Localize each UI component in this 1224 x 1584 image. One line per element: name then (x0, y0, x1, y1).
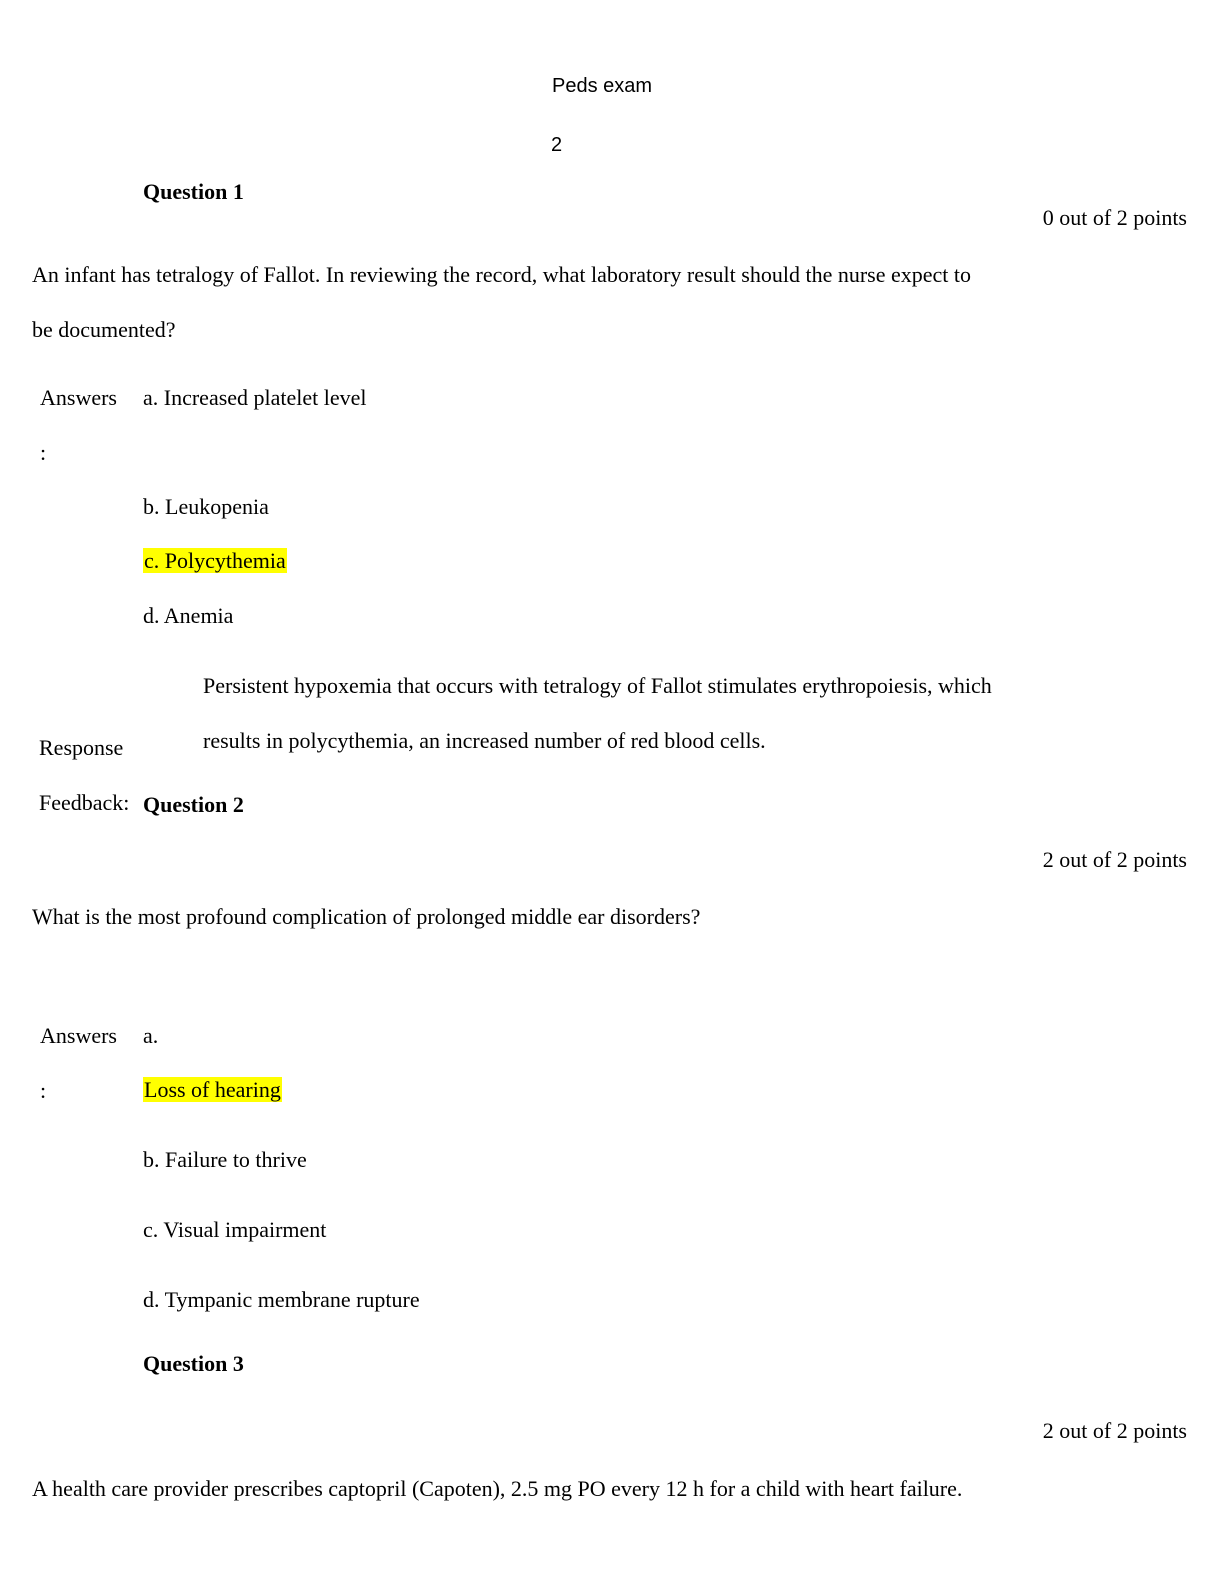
feedback-text-line2: results in polycythemia, an increased number of red blood cells. (203, 728, 766, 753)
answer-option-c-correct (143, 548, 287, 574)
question-1-text-line1: An infant has tetralogy of Fallot. In reviewing the record, what laboratory result should the nurse expect to (32, 262, 972, 287)
answer-option-a: a. Increased platelet level (143, 385, 367, 410)
question-1-title: Question 1 (143, 179, 244, 204)
answers-colon: : (40, 1078, 47, 1103)
question-1-score: 0 out of 2 points (1042, 205, 1187, 230)
answer-option-d: d. Tympanic membrane rupture (143, 1287, 420, 1312)
answer-option-c: c. Visual impairment (143, 1217, 327, 1242)
correct-answer-highlight: c. Polycythemia (144, 548, 286, 573)
feedback-text-line1: Persistent hypoxemia that occurs with tetralogy of Fallot stimulates erythropoiesis, which (203, 673, 992, 698)
question-3-title: Question 3 (143, 1351, 244, 1376)
answer-option-a-correct (143, 1077, 282, 1103)
page-number: 2 (551, 134, 563, 156)
answer-option-d: d. Anemia (143, 603, 234, 628)
feedback-label: Feedback: (39, 790, 130, 815)
question-3-text: A health care provider prescribes captopril (Capoten), 2.5 mg PO every 12 h for a child with heart failure. (32, 1476, 963, 1501)
question-2-score: 2 out of 2 points (1042, 847, 1187, 872)
question-2-title: Question 2 (143, 792, 244, 817)
answers-label: Answers (40, 1023, 117, 1048)
question-1-text-line2: be documented? (32, 317, 176, 342)
answer-option-b: b. Failure to thrive (143, 1147, 307, 1172)
answer-option-b: b. Leukopenia (143, 494, 269, 519)
answers-colon: : (40, 440, 47, 465)
answer-option-a-prefix: a. (143, 1023, 159, 1048)
response-label: Response (39, 735, 124, 760)
correct-answer-highlight: Loss of hearing (144, 1077, 281, 1102)
question-2-text: What is the most profound complication of prolonged middle ear disorders? (32, 904, 701, 929)
page-header-title: Peds exam (552, 75, 653, 97)
question-3-score: 2 out of 2 points (1042, 1418, 1187, 1443)
answers-label: Answers (40, 385, 117, 410)
